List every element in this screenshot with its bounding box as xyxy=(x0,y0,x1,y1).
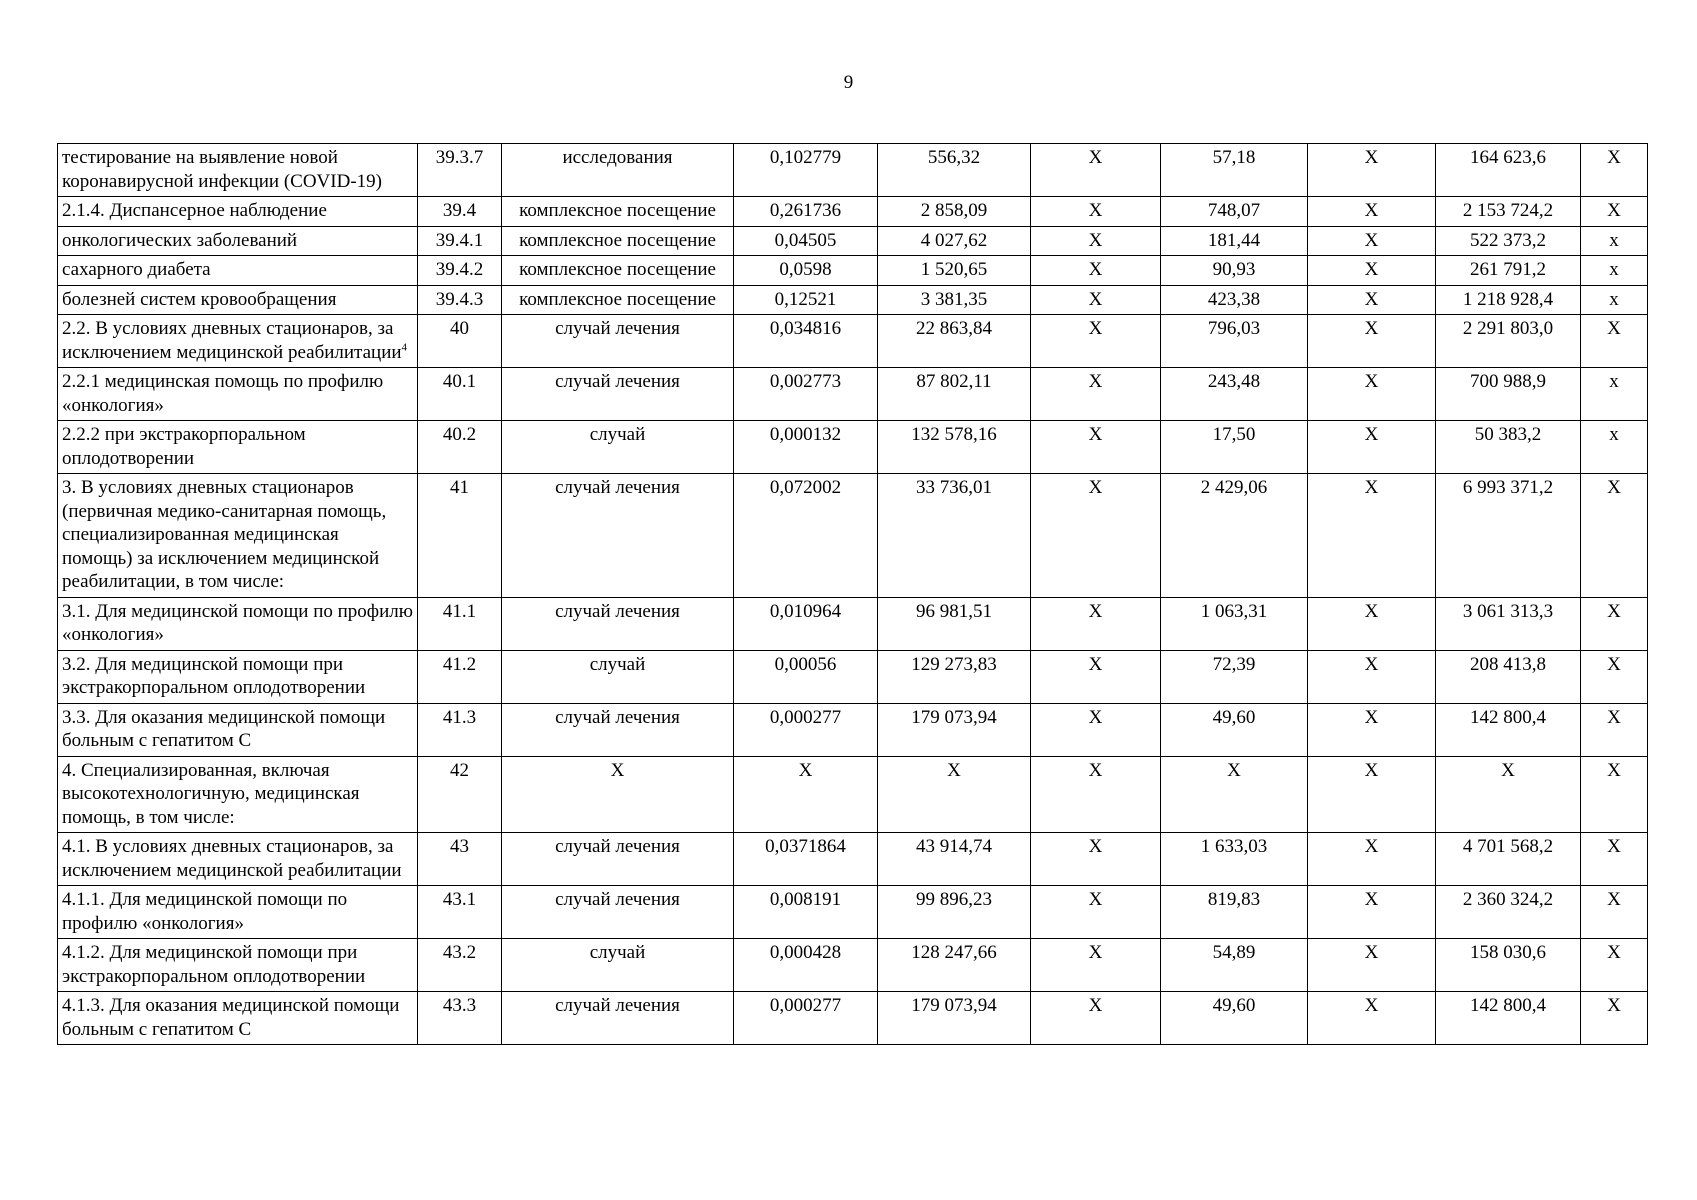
budget-per-capita: X xyxy=(1031,650,1161,703)
budget-per-capita: X xyxy=(1031,368,1161,421)
row-code: 43 xyxy=(418,833,502,886)
volume-norm: 0,04505 xyxy=(734,226,878,256)
share-percent: X xyxy=(1581,197,1648,227)
budget-per-capita: X xyxy=(1031,939,1161,992)
oms-per-capita: 17,50 xyxy=(1161,421,1308,474)
cost-norm: 43 914,74 xyxy=(878,833,1031,886)
cost-norm: 129 273,83 xyxy=(878,650,1031,703)
row-name-text: 3. В условиях дневных стационаров (первичная медико-санитарная помощь, специализированная медицинская помощь) за исключением медицинской реабилитации, в том числе: xyxy=(62,477,387,592)
data-table xyxy=(57,143,1648,1045)
table-row xyxy=(58,650,1648,703)
row-name-text: 2.2.2 при экстракорпоральном оплодотворении xyxy=(62,424,306,469)
oms-per-capita: 819,83 xyxy=(1161,886,1308,939)
share-percent: X xyxy=(1581,939,1648,992)
row-name xyxy=(58,421,418,474)
oms-per-capita: 2 429,06 xyxy=(1161,474,1308,598)
unit-of-measure: случай xyxy=(502,650,734,703)
row-name xyxy=(58,597,418,650)
oms-total: 158 030,6 xyxy=(1436,939,1581,992)
row-code: 39.4 xyxy=(418,197,502,227)
cost-norm: 179 073,94 xyxy=(878,992,1031,1045)
oms-per-capita: 54,89 xyxy=(1161,939,1308,992)
budget-total: X xyxy=(1308,226,1436,256)
budget-per-capita: X xyxy=(1031,703,1161,756)
table-row xyxy=(58,421,1648,474)
volume-norm: 0,008191 xyxy=(734,886,878,939)
budget-total: X xyxy=(1308,368,1436,421)
row-name xyxy=(58,144,418,197)
cost-norm: 3 381,35 xyxy=(878,285,1031,315)
table-row xyxy=(58,256,1648,286)
row-code: 43.2 xyxy=(418,939,502,992)
row-name-text: 3.1. Для медицинской помощи по профилю «онкология» xyxy=(62,600,413,645)
oms-total: 164 623,6 xyxy=(1436,144,1581,197)
page-number: 9 xyxy=(843,72,854,93)
unit-of-measure: случай лечения xyxy=(502,833,734,886)
unit-of-measure: случай лечения xyxy=(502,597,734,650)
row-name xyxy=(58,939,418,992)
row-name-text: 2.1.4. Диспансерное наблюдение xyxy=(62,200,327,221)
table-row xyxy=(58,368,1648,421)
budget-total: X xyxy=(1308,939,1436,992)
share-percent: X xyxy=(1581,474,1648,598)
budget-per-capita: X xyxy=(1031,197,1161,227)
oms-total: 6 993 371,2 xyxy=(1436,474,1581,598)
share-percent: X xyxy=(1581,144,1648,197)
share-percent: x xyxy=(1581,368,1648,421)
budget-total: X xyxy=(1308,703,1436,756)
unit-of-measure: исследования xyxy=(502,144,734,197)
row-name xyxy=(58,474,418,598)
row-code: 43.3 xyxy=(418,992,502,1045)
budget-per-capita: X xyxy=(1031,421,1161,474)
budget-total: X xyxy=(1308,756,1436,833)
oms-per-capita: 1 063,31 xyxy=(1161,597,1308,650)
budget-per-capita: X xyxy=(1031,226,1161,256)
volume-norm: 0,0598 xyxy=(734,256,878,286)
oms-per-capita: 72,39 xyxy=(1161,650,1308,703)
budget-total: X xyxy=(1308,650,1436,703)
row-name-text: 2.2. В условиях дневных стационаров, за исключением медицинской реабилитации xyxy=(62,318,402,363)
budget-per-capita: X xyxy=(1031,597,1161,650)
share-percent: x xyxy=(1581,421,1648,474)
volume-norm: 0,0371864 xyxy=(734,833,878,886)
table-row xyxy=(58,197,1648,227)
row-code: 40 xyxy=(418,315,502,368)
row-code: 42 xyxy=(418,756,502,833)
volume-norm: 0,000277 xyxy=(734,992,878,1045)
row-code: 40.1 xyxy=(418,368,502,421)
unit-of-measure: случай xyxy=(502,939,734,992)
row-name xyxy=(58,756,418,833)
oms-total: 208 413,8 xyxy=(1436,650,1581,703)
row-name xyxy=(58,368,418,421)
oms-total: 2 291 803,0 xyxy=(1436,315,1581,368)
unit-of-measure: случай лечения xyxy=(502,992,734,1045)
oms-per-capita: 1 633,03 xyxy=(1161,833,1308,886)
budget-total: X xyxy=(1308,421,1436,474)
row-name-text: болезней систем кровообращения xyxy=(62,288,337,310)
budget-per-capita: X xyxy=(1031,886,1161,939)
row-name xyxy=(58,992,418,1045)
cost-norm: 1 520,65 xyxy=(878,256,1031,286)
cost-norm: 128 247,66 xyxy=(878,939,1031,992)
row-name xyxy=(58,833,418,886)
row-name-text: 4. Специализированная, включая высокотехнологичную, медицинская помощь, в том числе: xyxy=(62,759,360,828)
share-percent: X xyxy=(1581,315,1648,368)
volume-norm: 0,000428 xyxy=(734,939,878,992)
oms-total: 142 800,4 xyxy=(1436,703,1581,756)
row-name xyxy=(58,256,418,286)
row-name-text: 4.1.3. Для оказания медицинской помощи больным с гепатитом С xyxy=(62,995,400,1040)
row-code: 41.3 xyxy=(418,703,502,756)
row-code: 41.1 xyxy=(418,597,502,650)
budget-total: X xyxy=(1308,474,1436,598)
oms-total: 50 383,2 xyxy=(1436,421,1581,474)
row-name-text: 4.1.1. Для медицинской помощи по профилю «онкология» xyxy=(62,889,348,934)
unit-of-measure: случай лечения xyxy=(502,703,734,756)
row-name-text: 2.2.1 медицинская помощь по профилю «онкология» xyxy=(62,371,384,416)
volume-norm: 0,002773 xyxy=(734,368,878,421)
unit-of-measure: X xyxy=(502,756,734,833)
share-percent: x xyxy=(1581,256,1648,286)
cost-norm: 96 981,51 xyxy=(878,597,1031,650)
oms-per-capita: 90,93 xyxy=(1161,256,1308,286)
share-percent: X xyxy=(1581,886,1648,939)
oms-total: 2 153 724,2 xyxy=(1436,197,1581,227)
unit-of-measure: случай лечения xyxy=(502,315,734,368)
row-name-text: 3.3. Для оказания медицинской помощи больным с гепатитом С xyxy=(62,706,386,751)
row-name-text: тестирование на выявление новой коронавирусной инфекции (COVID-19) xyxy=(62,147,382,192)
cost-norm: 33 736,01 xyxy=(878,474,1031,598)
cost-norm: 2 858,09 xyxy=(878,197,1031,227)
budget-total: X xyxy=(1308,197,1436,227)
row-code: 39.4.1 xyxy=(418,226,502,256)
oms-per-capita: 57,18 xyxy=(1161,144,1308,197)
volume-norm: 0,102779 xyxy=(734,144,878,197)
budget-total: X xyxy=(1308,833,1436,886)
table-row xyxy=(58,144,1648,197)
budget-total: X xyxy=(1308,597,1436,650)
budget-per-capita: X xyxy=(1031,756,1161,833)
unit-of-measure: комплексное посещение xyxy=(502,285,734,315)
oms-total: 261 791,2 xyxy=(1436,256,1581,286)
budget-total: X xyxy=(1308,886,1436,939)
table-row xyxy=(58,226,1648,256)
footnote-marker: 4 xyxy=(401,341,408,354)
table-row xyxy=(58,315,1648,368)
oms-total: 1 218 928,4 xyxy=(1436,285,1581,315)
table-row xyxy=(58,833,1648,886)
volume-norm: 0,000132 xyxy=(734,421,878,474)
budget-per-capita: X xyxy=(1031,992,1161,1045)
share-percent: X xyxy=(1581,650,1648,703)
cost-norm: X xyxy=(878,756,1031,833)
oms-total: 142 800,4 xyxy=(1436,992,1581,1045)
unit-of-measure: комплексное посещение xyxy=(502,226,734,256)
share-percent: X xyxy=(1581,703,1648,756)
share-percent: X xyxy=(1581,597,1648,650)
table-row xyxy=(58,992,1648,1045)
row-name-text: 4.1.2. Для медицинской помощи при экстракорпоральном оплодотворении xyxy=(62,942,366,987)
row-name xyxy=(58,197,418,227)
volume-norm: 0,000277 xyxy=(734,703,878,756)
cost-norm: 179 073,94 xyxy=(878,703,1031,756)
row-code: 39.4.2 xyxy=(418,256,502,286)
row-code: 39.3.7 xyxy=(418,144,502,197)
oms-per-capita: 423,38 xyxy=(1161,285,1308,315)
row-name xyxy=(58,886,418,939)
table-row xyxy=(58,703,1648,756)
budget-total: X xyxy=(1308,144,1436,197)
oms-per-capita: 49,60 xyxy=(1161,992,1308,1045)
oms-per-capita: 243,48 xyxy=(1161,368,1308,421)
unit-of-measure: комплексное посещение xyxy=(502,256,734,286)
budget-per-capita: X xyxy=(1031,833,1161,886)
row-code: 43.1 xyxy=(418,886,502,939)
oms-total: 700 988,9 xyxy=(1436,368,1581,421)
row-name xyxy=(58,285,418,315)
row-name xyxy=(58,226,418,256)
unit-of-measure: случай xyxy=(502,421,734,474)
budget-total: X xyxy=(1308,285,1436,315)
oms-total: X xyxy=(1436,756,1581,833)
unit-of-measure: случай лечения xyxy=(502,368,734,421)
volume-norm: 0,010964 xyxy=(734,597,878,650)
budget-total: X xyxy=(1308,256,1436,286)
cost-norm: 4 027,62 xyxy=(878,226,1031,256)
share-percent: x xyxy=(1581,226,1648,256)
volume-norm: 0,261736 xyxy=(734,197,878,227)
share-percent: x xyxy=(1581,285,1648,315)
row-code: 39.4.3 xyxy=(418,285,502,315)
row-code: 41 xyxy=(418,474,502,598)
cost-norm: 87 802,11 xyxy=(878,368,1031,421)
budget-per-capita: X xyxy=(1031,315,1161,368)
oms-per-capita: 181,44 xyxy=(1161,226,1308,256)
row-name-text: онкологических заболеваний xyxy=(62,229,298,251)
oms-total: 522 373,2 xyxy=(1436,226,1581,256)
table-row xyxy=(58,886,1648,939)
table-row xyxy=(58,597,1648,650)
oms-per-capita: 796,03 xyxy=(1161,315,1308,368)
oms-per-capita: 49,60 xyxy=(1161,703,1308,756)
budget-per-capita: X xyxy=(1031,474,1161,598)
table-row xyxy=(58,285,1648,315)
cost-norm: 132 578,16 xyxy=(878,421,1031,474)
row-name-text: 4.1. В условиях дневных стационаров, за исключением медицинской реабилитации xyxy=(62,836,402,881)
row-code: 41.2 xyxy=(418,650,502,703)
oms-per-capita: 748,07 xyxy=(1161,197,1308,227)
volume-norm: X xyxy=(734,756,878,833)
row-name xyxy=(58,650,418,703)
share-percent: X xyxy=(1581,756,1648,833)
budget-per-capita: X xyxy=(1031,285,1161,315)
share-percent: X xyxy=(1581,992,1648,1045)
budget-total: X xyxy=(1308,992,1436,1045)
cost-norm: 22 863,84 xyxy=(878,315,1031,368)
volume-norm: 0,072002 xyxy=(734,474,878,598)
volume-norm: 0,12521 xyxy=(734,285,878,315)
oms-total: 4 701 568,2 xyxy=(1436,833,1581,886)
oms-per-capita: X xyxy=(1161,756,1308,833)
row-name-text: сахарного диабета xyxy=(62,259,211,280)
volume-norm: 0,034816 xyxy=(734,315,878,368)
unit-of-measure: случай лечения xyxy=(502,886,734,939)
cost-norm: 556,32 xyxy=(878,144,1031,197)
table-row xyxy=(58,939,1648,992)
unit-of-measure: комплексное посещение xyxy=(502,197,734,227)
budget-total: X xyxy=(1308,315,1436,368)
row-name-text: 3.2. Для медицинской помощи при экстракорпоральном оплодотворении xyxy=(62,653,366,698)
cost-norm: 99 896,23 xyxy=(878,886,1031,939)
unit-of-measure: случай лечения xyxy=(502,474,734,598)
volume-norm: 0,00056 xyxy=(734,650,878,703)
oms-total: 3 061 313,3 xyxy=(1436,597,1581,650)
budget-per-capita: X xyxy=(1031,256,1161,286)
row-name xyxy=(58,703,418,756)
oms-total: 2 360 324,2 xyxy=(1436,886,1581,939)
table-row xyxy=(58,474,1648,598)
row-code: 40.2 xyxy=(418,421,502,474)
table-row xyxy=(58,756,1648,833)
budget-per-capita: X xyxy=(1031,144,1161,197)
row-name xyxy=(58,315,418,368)
share-percent: X xyxy=(1581,833,1648,886)
